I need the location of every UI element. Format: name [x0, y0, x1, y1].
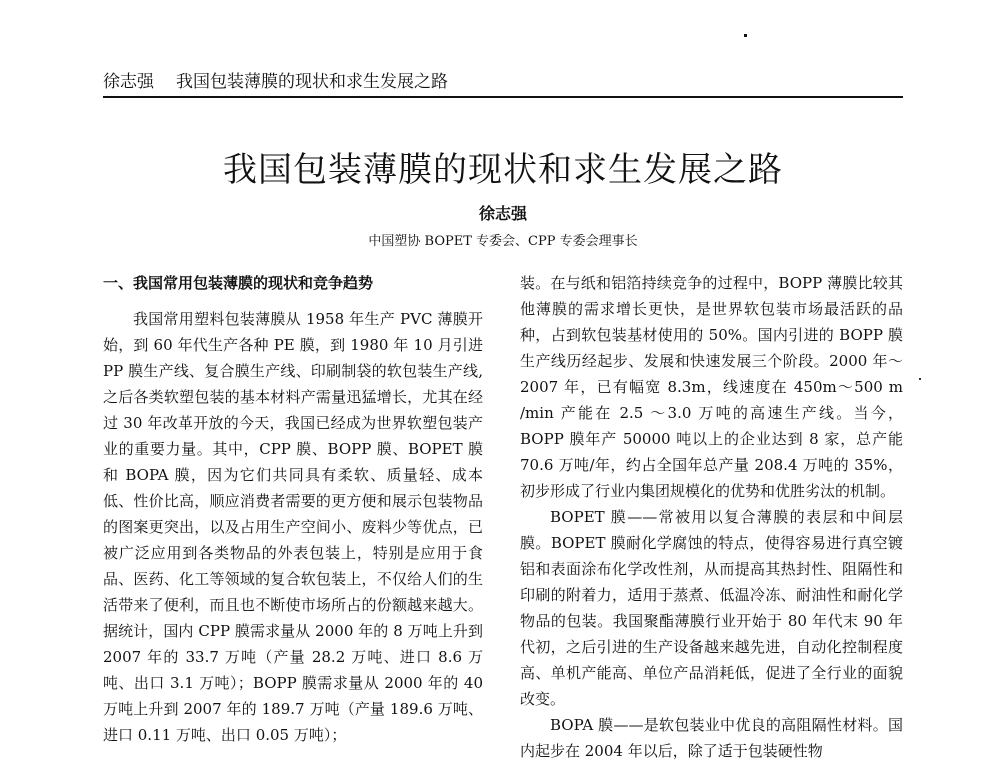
body-paragraph: BOPET 膜——常被用以复合薄膜的表层和中间层膜。BOPET 膜耐化学腐蚀的特点，使得容易进行真空镀铝和表面涂布化学改性剂，从而提高其热封性、阻隔性和印刷的附着力，适用于蒸煮、低温冷冻、耐油性和耐化学物品的包装。我国聚酯薄膜行业开始于 80 年代末 90 年代初，之后引进的生产设备越来越先进，自动化控制程度高、单机产能高、单位产品消耗低，促进了全行业的面貌改变。 — [520, 508, 903, 708]
section-heading: 一、我国常用包装薄膜的现状和竞争趋势 — [103, 274, 374, 292]
scan-speck — [919, 378, 921, 380]
body-paragraph: 装。在与纸和铝箔持续竞争的过程中，BOPP 薄膜比较其他薄膜的需求增长更快，是世界软包装市场最活跃的品种，占到软包装基材使用的 50%。国内引进的 BOPP 膜生产线历经起步、发展和快速发展三个阶段。2000 年～2007 年，已有幅宽 8.3m，线速度在 450m～500 m /min 产能在 2.5 ～3.0 万吨的高速生产线。当今，BOPP 膜年产 50000 吨以上的企业达到 8 家，总产能 70.6 万吨/年，约占全国年总产量 208.4 万吨的 35%，初步形成了行业内集团规模化的优势和优胜劣汰的机制。 — [520, 274, 903, 500]
running-header-title: 我国包装薄膜的现状和求生发展之路 — [176, 72, 448, 92]
body-paragraph: 我国常用塑料包装薄膜从 1958 年生产 PVC 薄膜开始，到 60 年代生产各种 PE 膜，到 1980 年 10 月引进 PP 膜生产线、复合膜生产线、印刷制袋的软包装生产线,之后各类软塑包装的基本材料产需量迅猛增长，尤其在经过 30 年改革开放的今天，我国已经成为世界软塑包装产业的重要力量。其中，CPP 膜、BOPP 膜、BOPET 膜和 BOPA 膜，因为它们共同具有柔软、质量轻、成本低、性价比高，顺应消费者需要的更方便和展示包装物品的图案更突出，以及占用生产空间小、废料少等优点，已被广泛应用到各类物品的外表包装上，特别是应用于食品、医药、化工等领域的复合软包装上，不仅给人们的生活带来了便利，而且也不断使市场所占的份额越来越大。据统计，国内 CPP 膜需求量从 2000 年的 8 万吨上升到 2007 年的 33.7 万吨（产量 28.2 万吨、进口 8.6 万吨、出口 3.1 万吨）；BOPP 膜需求量从 2000 年的 40 万吨上升到 2007 年的 189.7 万吨（产量 189.6 万吨、进口 0.11 万吨、出口 0.05 万吨）； — [103, 310, 483, 744]
right-column — [520, 270, 903, 760]
article-title: 我国包装薄膜的现状和求生发展之路 — [223, 150, 783, 190]
running-header-author: 徐志强 — [103, 72, 154, 92]
article-author: 徐志强 — [478, 204, 527, 223]
running-header — [103, 70, 903, 94]
scan-speck — [744, 34, 747, 37]
left-column — [103, 270, 483, 748]
body-paragraph: BOPA 膜——是软包装业中优良的高阻隔性材料。国内起步在 2004 年以后，除了适于包装硬性物 — [520, 716, 903, 760]
article-affiliation: 中国塑协 BOPET 专委会、CPP 专委会理事长 — [368, 234, 638, 249]
header-rule — [103, 96, 903, 98]
